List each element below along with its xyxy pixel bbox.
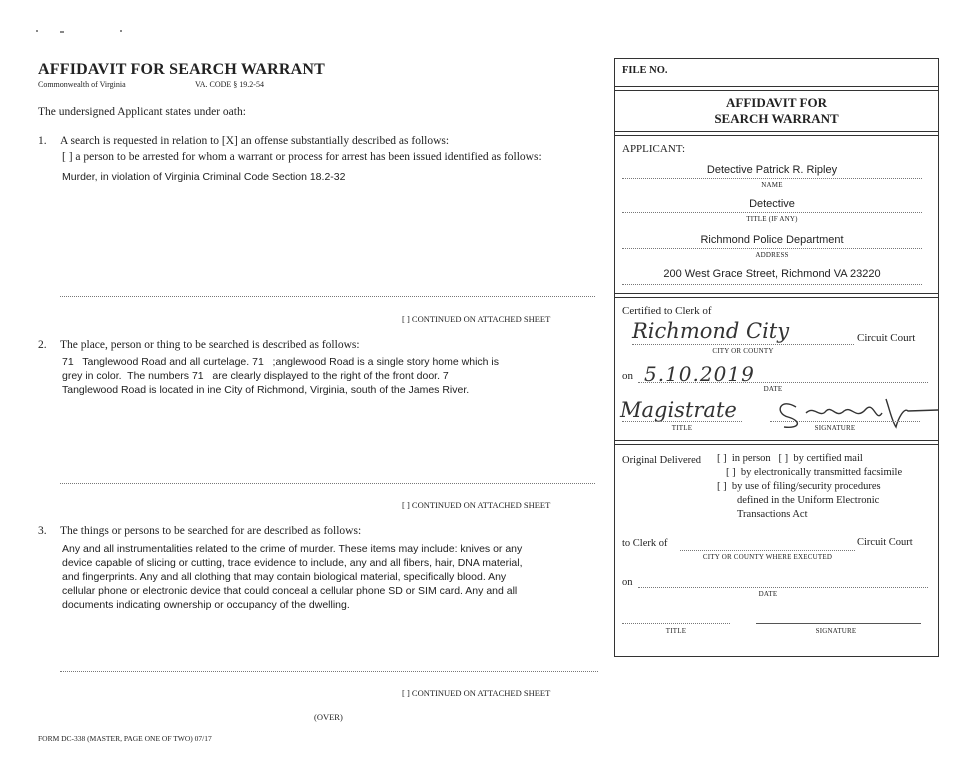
delivery-option-1: [ ] in person [ ] by certified mail bbox=[717, 453, 863, 464]
delivered-title-caption: TITLE bbox=[665, 627, 687, 635]
magistrate-title-rule bbox=[622, 421, 742, 422]
scan-speck bbox=[120, 30, 122, 32]
circuit-court-label-2: Circuit Court bbox=[857, 537, 913, 548]
section-3-line-1: Any and all instrumentalities related to the crime of murder. These items may include: knives or any bbox=[62, 543, 523, 555]
delivery-option-2: [ ] by electronically transmitted facsimile bbox=[726, 467, 903, 478]
date-caption: DATE bbox=[763, 385, 783, 393]
title-rule bbox=[622, 212, 922, 213]
section-3-line-2: device capable of slicing or cutting, trace evidence to include, any and all fibers, hair, DNA material, bbox=[62, 557, 523, 569]
section-2-number: 2. bbox=[38, 339, 47, 351]
address-rule bbox=[622, 284, 922, 285]
delivery-option-3: [ ] by use of filing/security procedures bbox=[717, 481, 881, 492]
panel-divider-title bbox=[614, 131, 939, 132]
section-1-continued: [ ] CONTINUED ON ATTACHED SHEET bbox=[402, 314, 551, 324]
section-1-person-line: [ ] a person to be arrested for whom a warrant or process for arrest has been issued identified as follows: bbox=[62, 151, 542, 163]
magistrate-signature-rule bbox=[770, 421, 920, 422]
panel-divider-title-2 bbox=[614, 135, 939, 136]
city-executed-caption: CITY OR COUNTY WHERE EXECUTED bbox=[702, 553, 833, 561]
section-2-line-1: 71 Tanglewood Road and all curtelage. 71 ;anglewood Road is a single story home which is bbox=[62, 356, 499, 368]
delivered-title-rule bbox=[622, 623, 730, 624]
panel-divider-file bbox=[614, 86, 939, 87]
name-caption: NAME bbox=[761, 181, 783, 189]
section-3-heading: The things or persons to be searched for are described as follows: bbox=[60, 525, 362, 537]
over-label: (OVER) bbox=[314, 712, 343, 722]
section-3-line-4: cellular phone or electronic device that could conceal a cellular phone SD or SIM card. Any and all bbox=[62, 585, 518, 597]
delivery-option-3c: Transactions Act bbox=[737, 509, 808, 520]
title-caption: TITLE (IF ANY) bbox=[746, 215, 798, 223]
scan-speck bbox=[60, 31, 64, 33]
commonwealth-label: Commonwealth of Virginia bbox=[38, 80, 126, 89]
section-3-number: 3. bbox=[38, 525, 47, 537]
section-2-line-3: Tanglewood Road is located in ine City of Richmond, Virginia, south of the James River. bbox=[62, 384, 470, 396]
section-3-continued: [ ] CONTINUED ON ATTACHED SHEET bbox=[402, 688, 551, 698]
original-delivered-label: Original Delivered bbox=[622, 455, 702, 466]
title-caption-certified: TITLE bbox=[671, 424, 693, 432]
circuit-court-label: Circuit Court bbox=[857, 332, 916, 344]
signature-caption-certified: SIGNATURE bbox=[814, 424, 856, 432]
date-rule bbox=[638, 382, 928, 383]
to-clerk-rule bbox=[680, 550, 855, 551]
va-code-label: VA. CODE § 19.2-54 bbox=[195, 80, 264, 89]
to-clerk-label: to Clerk of bbox=[622, 538, 668, 549]
delivered-signature-caption: SIGNATURE bbox=[815, 627, 857, 635]
applicant-address: 200 West Grace Street, Richmond VA 23220 bbox=[663, 268, 881, 280]
oath-statement: The undersigned Applicant states under oath: bbox=[38, 106, 246, 118]
delivered-on-label: on bbox=[622, 577, 633, 588]
panel-divider-certified-2 bbox=[614, 444, 939, 445]
section-2-heading: The place, person or thing to be searched is described as follows: bbox=[60, 339, 360, 351]
applicant-title: Detective bbox=[749, 198, 795, 210]
section-1-offense-line: A search is requested in relation to [X] an offense substantially described as follows: bbox=[60, 135, 450, 147]
delivered-date-rule bbox=[638, 587, 928, 588]
name-rule bbox=[622, 178, 922, 179]
section-2-rule bbox=[60, 483, 595, 484]
city-caption: CITY OR COUNTY bbox=[712, 347, 774, 355]
section-2-line-2: grey in color. The numbers 71 are clearly displayed to the right of the front door. 7 bbox=[62, 370, 449, 382]
delivered-signature-rule bbox=[756, 623, 921, 624]
delivered-date-caption: DATE bbox=[758, 590, 778, 598]
panel-divider-file-2 bbox=[614, 90, 939, 91]
panel-divider-certified bbox=[614, 440, 939, 441]
handwritten-magistrate: Magistrate bbox=[620, 398, 737, 422]
form-number: FORM DC-338 (MASTER, PAGE ONE OF TWO) 07/17 bbox=[38, 734, 212, 743]
section-1-number: 1. bbox=[38, 135, 47, 147]
panel-title-1: AFFIDAVIT FOR bbox=[725, 95, 827, 110]
panel-divider-applicant bbox=[614, 293, 939, 294]
city-rule bbox=[632, 344, 854, 345]
file-no-label: FILE NO. bbox=[622, 65, 668, 76]
applicant-department: Richmond Police Department bbox=[700, 234, 844, 246]
applicant-name: Detective Patrick R. Ripley bbox=[706, 164, 838, 176]
section-3-line-5: documents indicating ownership or occupancy of the dwelling. bbox=[62, 599, 350, 611]
panel-divider-applicant-2 bbox=[614, 297, 939, 298]
certified-to-clerk: Certified to Clerk of bbox=[622, 305, 712, 317]
form-title: AFFIDAVIT FOR SEARCH WARRANT bbox=[38, 61, 325, 78]
section-3-rule bbox=[60, 671, 598, 672]
panel-title-2: SEARCH WARRANT bbox=[714, 111, 839, 126]
delivery-option-3b: defined in the Uniform Electronic bbox=[737, 495, 880, 506]
department-rule bbox=[622, 248, 922, 249]
section-3-line-3: and fingerprints. Any and all clothing that may contain biological material, specifically blood. Any bbox=[62, 571, 507, 583]
section-1-description: Murder, in violation of Virginia Criminal Code Section 18.2-32 bbox=[62, 171, 346, 183]
handwritten-city: Richmond City bbox=[632, 319, 790, 343]
applicant-label: APPLICANT: bbox=[622, 143, 686, 155]
address-caption: ADDRESS bbox=[755, 251, 789, 259]
section-2-continued: [ ] CONTINUED ON ATTACHED SHEET bbox=[402, 500, 551, 510]
scan-speck bbox=[36, 30, 38, 32]
section-1-rule bbox=[60, 296, 595, 297]
handwritten-date: 5.10.2019 bbox=[644, 362, 755, 386]
certified-on-label: on bbox=[622, 370, 633, 382]
